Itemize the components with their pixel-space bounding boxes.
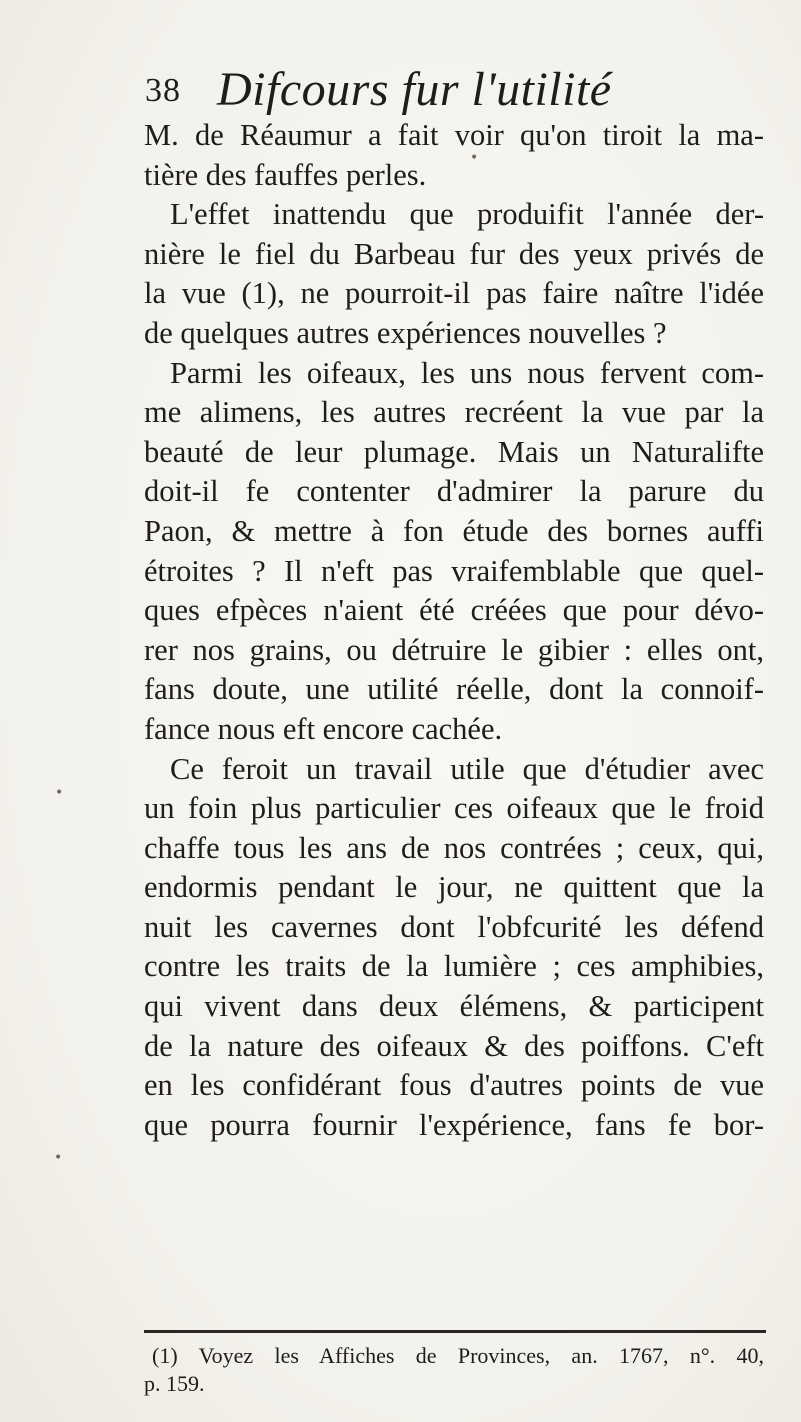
page-number: 38 [145,72,181,109]
text-line: nière le fiel du Barbeau fur des yeux privés de [144,236,764,271]
text-line: endormis pendant le jour, ne quittent que la [144,870,764,905]
text-line: la vue (1), ne pourroit-il pas faire naître l'idée [144,276,764,311]
text-line: L'effet inattendu que produifit l'année der- [170,197,764,232]
running-head: Difcours fur l'utilité [217,63,612,116]
footnote-line: (1) Voyez les Affiches de Provinces, an. 1767, n°. 40, [152,1343,764,1368]
body-text [144,116,764,1145]
text-line: ques efpèces n'aient été créées que pour dévo- [144,593,764,628]
text-line: M. de Réaumur a fait voir qu'on tiroit la ma- [144,118,764,152]
text-line: que pourra fournir l'expérience, fans fe bor- [144,1107,764,1142]
text-line: Parmi les oifeaux, les uns nous fervent com- [170,355,764,390]
text-line: en les confidérant fous d'autres points de vue [144,1068,764,1103]
text-line: fance nous eft encore cachée. [144,711,503,746]
text-line: doit-il fe contenter d'admirer la parure du [144,474,764,509]
text-line: Paon, & mettre à fon étude des bornes auffi [144,513,764,548]
text-line: de quelques autres expériences nouvelles ? [144,315,667,350]
text-line: nuit les cavernes dont l'obfcurité les défend [144,909,764,944]
footnote [144,1342,764,1398]
ink-speck: • [55,785,64,801]
footnote-rule [144,1330,766,1333]
text-line: fans doute, une utilité réelle, dont la connoif- [144,672,764,707]
ink-speck: • [54,1150,63,1166]
text-line: tière des fauffes perles. [144,157,427,192]
page-header [145,62,655,122]
text-line: qui vivent dans deux élémens, & participent [144,989,764,1024]
ink-speck: • [470,150,479,166]
text-line: me alimens, les autres recréent la vue par la [144,395,764,430]
text-line: rer nos grains, ou détruire le gibier : elles ont, [144,632,764,667]
text-line: Ce feroit un travail utile que d'étudier avec [170,751,764,786]
text-line: beauté de leur plumage. Mais un Naturalifte [144,434,764,469]
text-line: étroites ? Il n'eft pas vraifemblable que quel- [144,553,764,588]
text-line: contre les traits de la lumière ; ces amphibies, [144,949,764,984]
footnote-line: p. 159. [144,1371,205,1396]
text-line: chaffe tous les ans de nos contrées ; ceux, qui, [144,830,764,865]
text-line: un foin plus particulier ces oifeaux que le froid [144,791,764,826]
text-line: de la nature des oifeaux & des poiffons. C'eft [144,1028,764,1063]
